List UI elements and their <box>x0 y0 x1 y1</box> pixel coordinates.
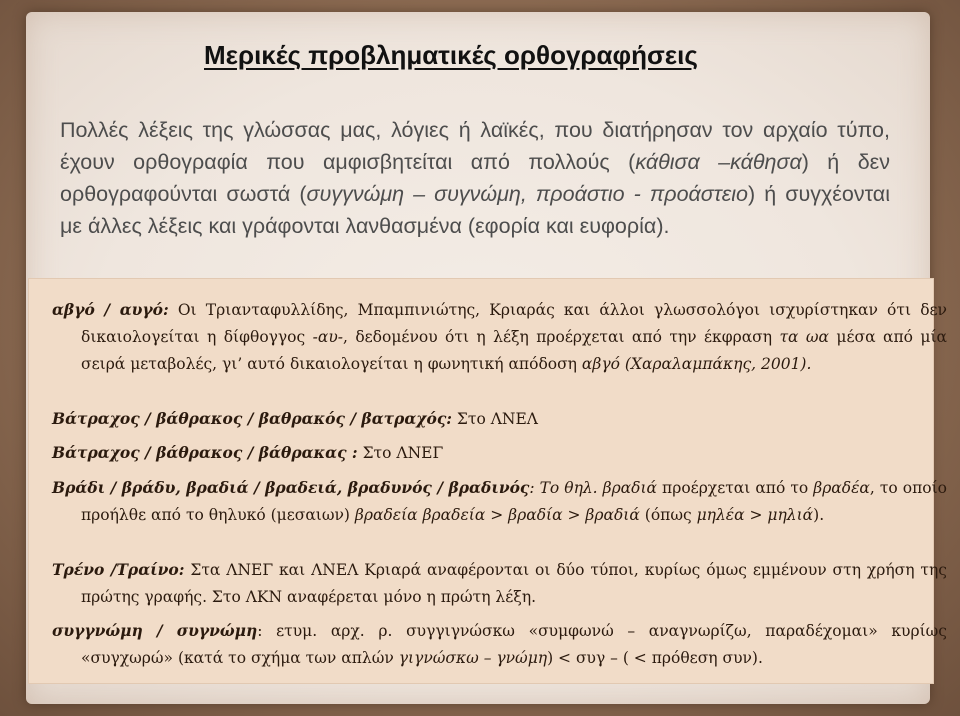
entry-vradi-text-3: > <box>485 506 509 524</box>
entry-vradi-italic-3: βραδεία βραδεία <box>354 506 486 524</box>
entry-avgo <box>52 296 947 378</box>
intro-example-2: συγγνώμη – συγνώμη, προάστιο - προάστειο <box>306 182 748 206</box>
entry-vradi-text-7: ). <box>813 506 825 524</box>
entry-avgo-italic-3: αβγό (Χαραλαμπάκης, 2001). <box>581 355 812 373</box>
entry-avgo-italic-1: -αυ- <box>312 328 343 346</box>
entry-vatrachos-lneg <box>52 440 918 466</box>
entry-avgo-italic-2: τα ωα <box>779 328 830 346</box>
entry-vatrachos-lneg-text: Στο ΛΝΕΓ <box>357 444 444 462</box>
entry-vradi-term: Βράδι / βράδυ, βραδιά / βραδειά, βραδυνός / βραδινός <box>52 478 530 497</box>
intro-example-1: κάθισα –κάθησα <box>635 150 802 174</box>
entry-treno-text: Στα ΛΝΕΓ και ΛΝΕΛ Κριαρά αναφέρονται οι δύο τύποι, κυρίως όμως εμμένουν στη χρήση της πρώτης γραφής. Στο ΛΚΝ αναφέρεται μόνο η πρώτη λέξη. <box>81 561 947 606</box>
entry-vradi-text-1: προέρχεται από το <box>657 479 814 497</box>
entry-vradi-italic-6: μηλέα <box>696 506 745 524</box>
entry-syggnomi <box>52 617 947 672</box>
entry-avgo-text-3: μέσα από μία σειρά μεταβολές, γι’ αυτό δικαιολογείται η φωνητική απόδοση <box>81 328 947 373</box>
entry-syggnomi-text-2: ) < συγ – ( < πρόθεση συν). <box>547 649 763 667</box>
entry-syggnomi-text-1: : ετυμ. αρχ. ρ. συγγιγνώσκω «συμφωνώ – αναγνωρίζω, παραδέχομαι» κυρίως «συγχωρώ» (κατά το σχήμα των απλών <box>81 622 947 667</box>
entry-vradi-text-2: , το οποίο προήλθε από το θηλυκό (μεσαιων) <box>81 479 947 524</box>
entry-vradi-italic-4: βραδία <box>508 506 563 524</box>
entry-vatrachos-lnel <box>52 406 918 432</box>
entry-vradi-text-5: (όπως <box>639 506 697 524</box>
intro-paragraph <box>60 114 890 242</box>
intro-text-1: Πολλές λέξεις της γλώσσας μας, λόγιες ή λαϊκές, που διατήρησαν τον αρχαίο τύπο, έχουν ορθογραφία που αμφισβητείται από πολλούς ( <box>60 118 890 174</box>
entry-treno-term: Τρένο /Τραίνο: <box>52 560 185 579</box>
entry-avgo-term: αβγό / αυγό: <box>52 300 169 319</box>
entry-avgo-text-2: , δεδομένου ότι η λέξη προέρχεται από την έκφραση <box>342 328 780 346</box>
entry-vradi-text-4: > <box>562 506 586 524</box>
entry-avgo-text-1: Οι Τριανταφυλλίδης, Μπαμπινιώτης, Κριαράς και άλλοι γλωσσολόγοι ισχυρίστηκαν ότι δεν δικαιολογείται η δίφθογγος <box>81 301 947 346</box>
entry-syggnomi-term: συγγνώμη / συγνώμη <box>52 621 258 640</box>
entry-vradi-italic-5: βραδιά <box>585 506 640 524</box>
intro-text-2: ) ή δεν ορθογραφούνται σωστά ( <box>60 150 890 206</box>
entry-vradi-italic-1: : Το θηλ. βραδιά <box>529 479 658 497</box>
entry-treno <box>52 556 947 611</box>
entry-vradi <box>52 474 947 529</box>
entry-vatrachos-lnel-term: Βάτραχος / βάθρακος / βαθρακός / βατραχός: <box>52 409 452 428</box>
entry-vradi-italic-7: μηλιά <box>767 506 814 524</box>
intro-text-3: ) ή συγχέονται με άλλες λέξεις και γράφονται λανθασμένα (εφορία και ευφορία). <box>60 182 890 238</box>
entry-vradi-italic-2: βραδέα <box>813 479 870 497</box>
entry-vradi-text-6: > <box>744 506 768 524</box>
entry-syggnomi-italic-1: γιγνώσκω – γνώμη <box>398 649 548 667</box>
entry-vatrachos-lnel-text: Στο ΛΝΕΛ <box>451 410 538 428</box>
slide-title: Μερικές προβληματικές ορθογραφήσεις <box>204 40 698 70</box>
entry-vatrachos-lneg-term: Βάτραχος / βάθρακος / βάθρακας : <box>52 443 358 462</box>
